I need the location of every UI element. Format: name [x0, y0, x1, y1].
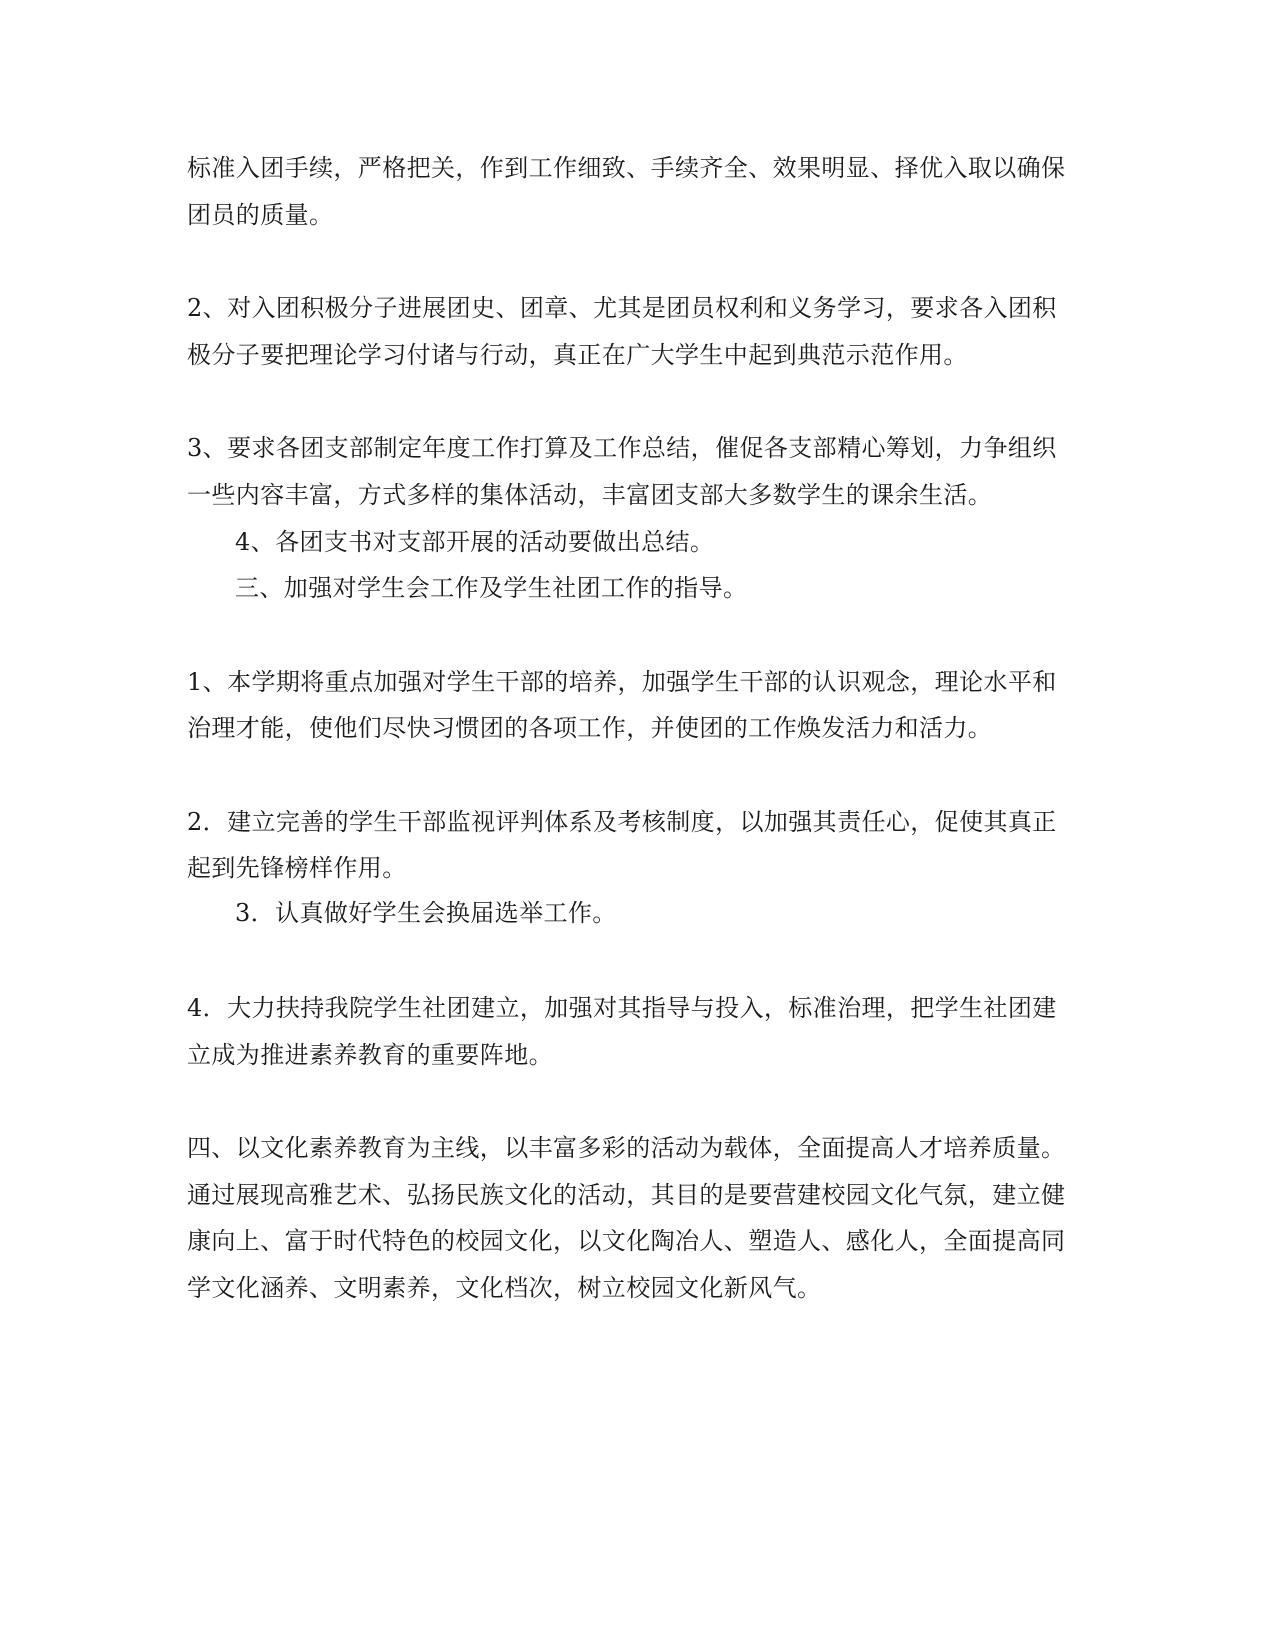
text-line: 团员的质量。 [187, 201, 334, 229]
text-line: 极分子要把理论学习付诸与行动，真正在广大学生中起到典范示范作用。 [187, 341, 968, 369]
text-line: 2．建立完善的学生干部监视评判体系及考核制度，以加强其责任心，促使其真正 [187, 808, 1057, 836]
text-line: 学文化涵养、文明素养，文化档次，树立校园文化新风气。 [187, 1274, 822, 1302]
text-line: 4、各团支书对支部开展的活动要做出总结。 [235, 528, 715, 556]
text-line: 3、要求各团支部制定年度工作打算及工作总结，催促各支部精心筹划，力争组织 [187, 434, 1057, 462]
text-line: 2、对入团积极分子进展团史、团章、尤其是团员权利和义务学习，要求各入团积 [187, 294, 1057, 322]
text-line: 1、本学期将重点加强对学生干部的培养，加强学生干部的认识观念，理论水平和 [187, 668, 1057, 696]
text-line: 立成为推进素养教育的重要阵地。 [187, 1041, 553, 1069]
text-line: 4．大力扶持我院学生社团建立，加强对其指导与投入，标准治理，把学生社团建 [187, 994, 1057, 1022]
text-line: 3．认真做好学生会换届选举工作。 [235, 899, 617, 927]
text-line: 治理才能，使他们尽快习惯团的各项工作，并使团的工作焕发活力和活力。 [187, 714, 993, 742]
text-line: 康向上、富于时代特色的校园文化，以文化陶冶人、塑造人、感化人，全面提高同 [187, 1227, 1066, 1255]
section-heading: 四、以文化素养教育为主线，以丰富多彩的活动为载体，全面提高人才培养质量。 [187, 1134, 1066, 1162]
text-line: 起到先锋榜样作用。 [187, 854, 407, 882]
text-line: 标准入团手续，严格把关，作到工作细致、手续齐全、效果明显、择优入取以确保 [187, 154, 1066, 182]
section-heading: 三、加强对学生会工作及学生社团工作的指导。 [235, 574, 748, 602]
text-line: 一些内容丰富，方式多样的集体活动，丰富团支部大多数学生的课余生活。 [187, 481, 993, 509]
text-line: 通过展现高雅艺术、弘扬民族文化的活动，其目的是要营建校园文化气氛，建立健 [187, 1181, 1066, 1209]
